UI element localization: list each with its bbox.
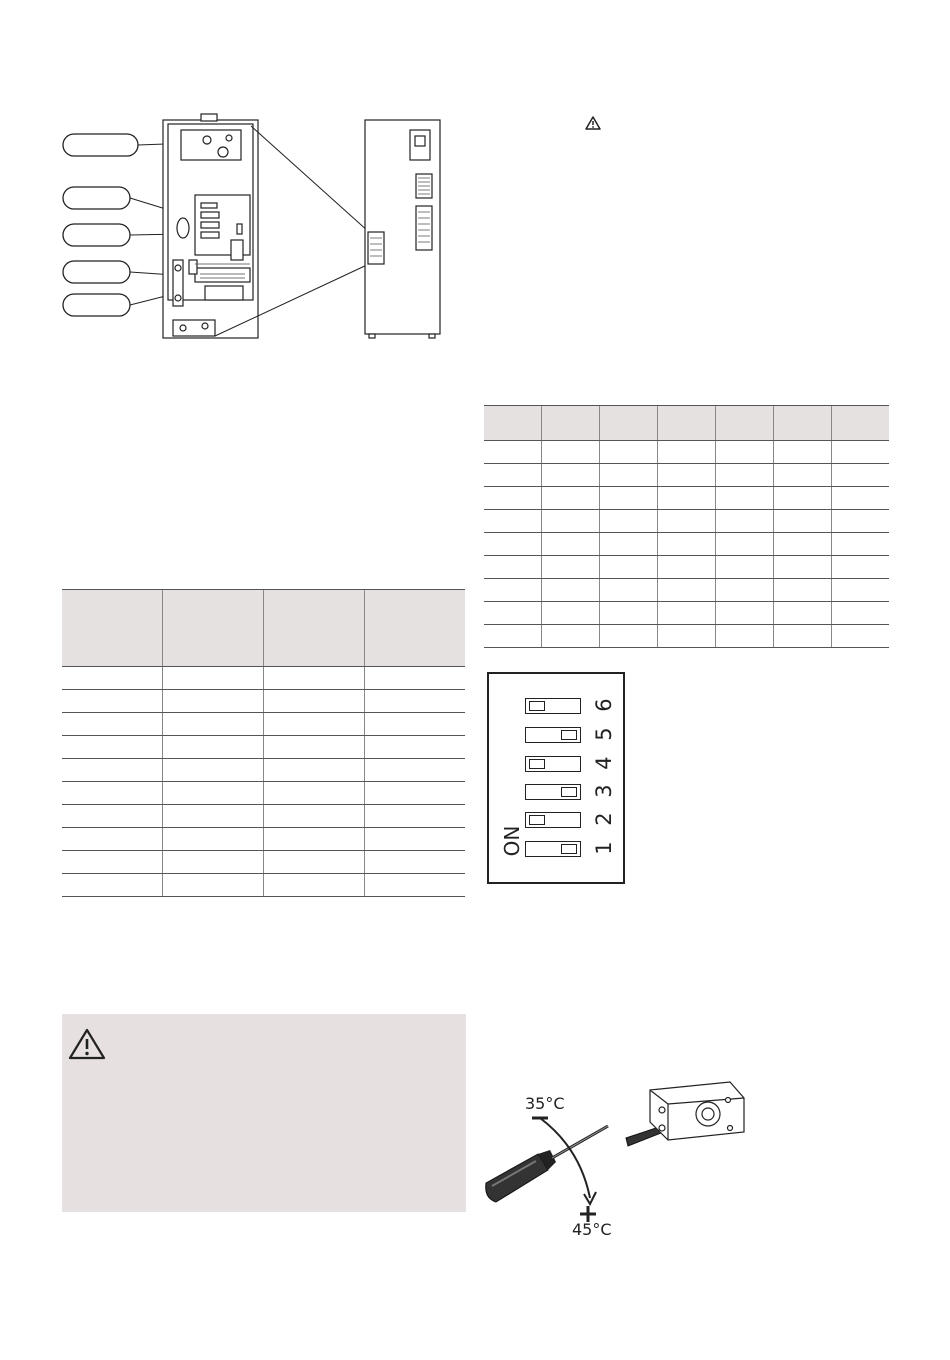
table-row [62, 759, 465, 782]
table-row [484, 602, 889, 625]
table-header-cell [774, 406, 832, 441]
dip-switch-number: 6 [592, 698, 616, 712]
dip-switch-2[interactable] [525, 812, 581, 828]
table-row [62, 828, 465, 851]
dip-on-label: ON [500, 825, 524, 857]
table-header-cell [832, 406, 890, 441]
table-header-cell [365, 590, 466, 667]
warning-triangle-icon [67, 1027, 107, 1061]
table-header-cell [163, 590, 264, 667]
table-header-cell [62, 590, 163, 667]
table-header-cell [542, 406, 600, 441]
thermostat-adjust-illustration [478, 1070, 778, 1250]
table-header-row [484, 406, 889, 441]
warning-triangle-icon [585, 116, 601, 130]
dip-switch-knob [561, 730, 577, 740]
dip-switch-number: 2 [592, 812, 616, 826]
table-row [484, 533, 889, 556]
caution-box [62, 1014, 466, 1212]
dip-switch-number: 3 [592, 784, 616, 798]
dip-switch-number: 5 [592, 727, 616, 741]
temperature-min-label: 35°C [525, 1094, 565, 1113]
table-row [62, 667, 465, 690]
table-row [62, 690, 465, 713]
table-row [484, 487, 889, 510]
table-row [62, 851, 465, 874]
dip-switch-knob [561, 844, 577, 854]
dip-switch-5[interactable] [525, 727, 581, 743]
dip-switch-knob [529, 815, 545, 825]
callout-label-4 [63, 261, 130, 283]
table-header-cell [658, 406, 716, 441]
table-row [484, 464, 889, 487]
table-header-row [62, 590, 465, 667]
screwdriver-icon [486, 1126, 608, 1202]
dip-switch-knob [529, 701, 545, 711]
table-row [484, 625, 889, 648]
table-header-cell [716, 406, 774, 441]
table-row [62, 736, 465, 759]
callout-label-3 [63, 224, 130, 246]
dip-switch-knob [561, 787, 577, 797]
dip-switch-knob [529, 759, 545, 769]
dip-switch-3[interactable] [525, 784, 581, 800]
table-row [484, 556, 889, 579]
table-row [484, 441, 889, 464]
table-header-cell [484, 406, 542, 441]
dip-switch-4[interactable] [525, 756, 581, 772]
table-row [62, 874, 465, 897]
temperature-max-label: 45°C [572, 1220, 612, 1239]
right-settings-table [484, 405, 889, 648]
cabinet-diagram [55, 100, 475, 350]
table-row [62, 805, 465, 828]
callout-label-5 [63, 294, 130, 316]
callout-label-2 [63, 187, 130, 209]
table-header-cell [600, 406, 658, 441]
dip-switch-number: 1 [592, 841, 616, 855]
dip-switch-block [487, 672, 625, 884]
dip-switch-1[interactable] [525, 841, 581, 857]
callout-label-1 [63, 134, 138, 156]
table-header-cell [264, 590, 365, 667]
left-settings-table [62, 589, 465, 897]
table-row [484, 579, 889, 602]
table-row [62, 713, 465, 736]
table-row [62, 782, 465, 805]
dip-switch-number: 4 [592, 756, 616, 770]
dip-switch-6[interactable] [525, 698, 581, 714]
table-row [484, 510, 889, 533]
